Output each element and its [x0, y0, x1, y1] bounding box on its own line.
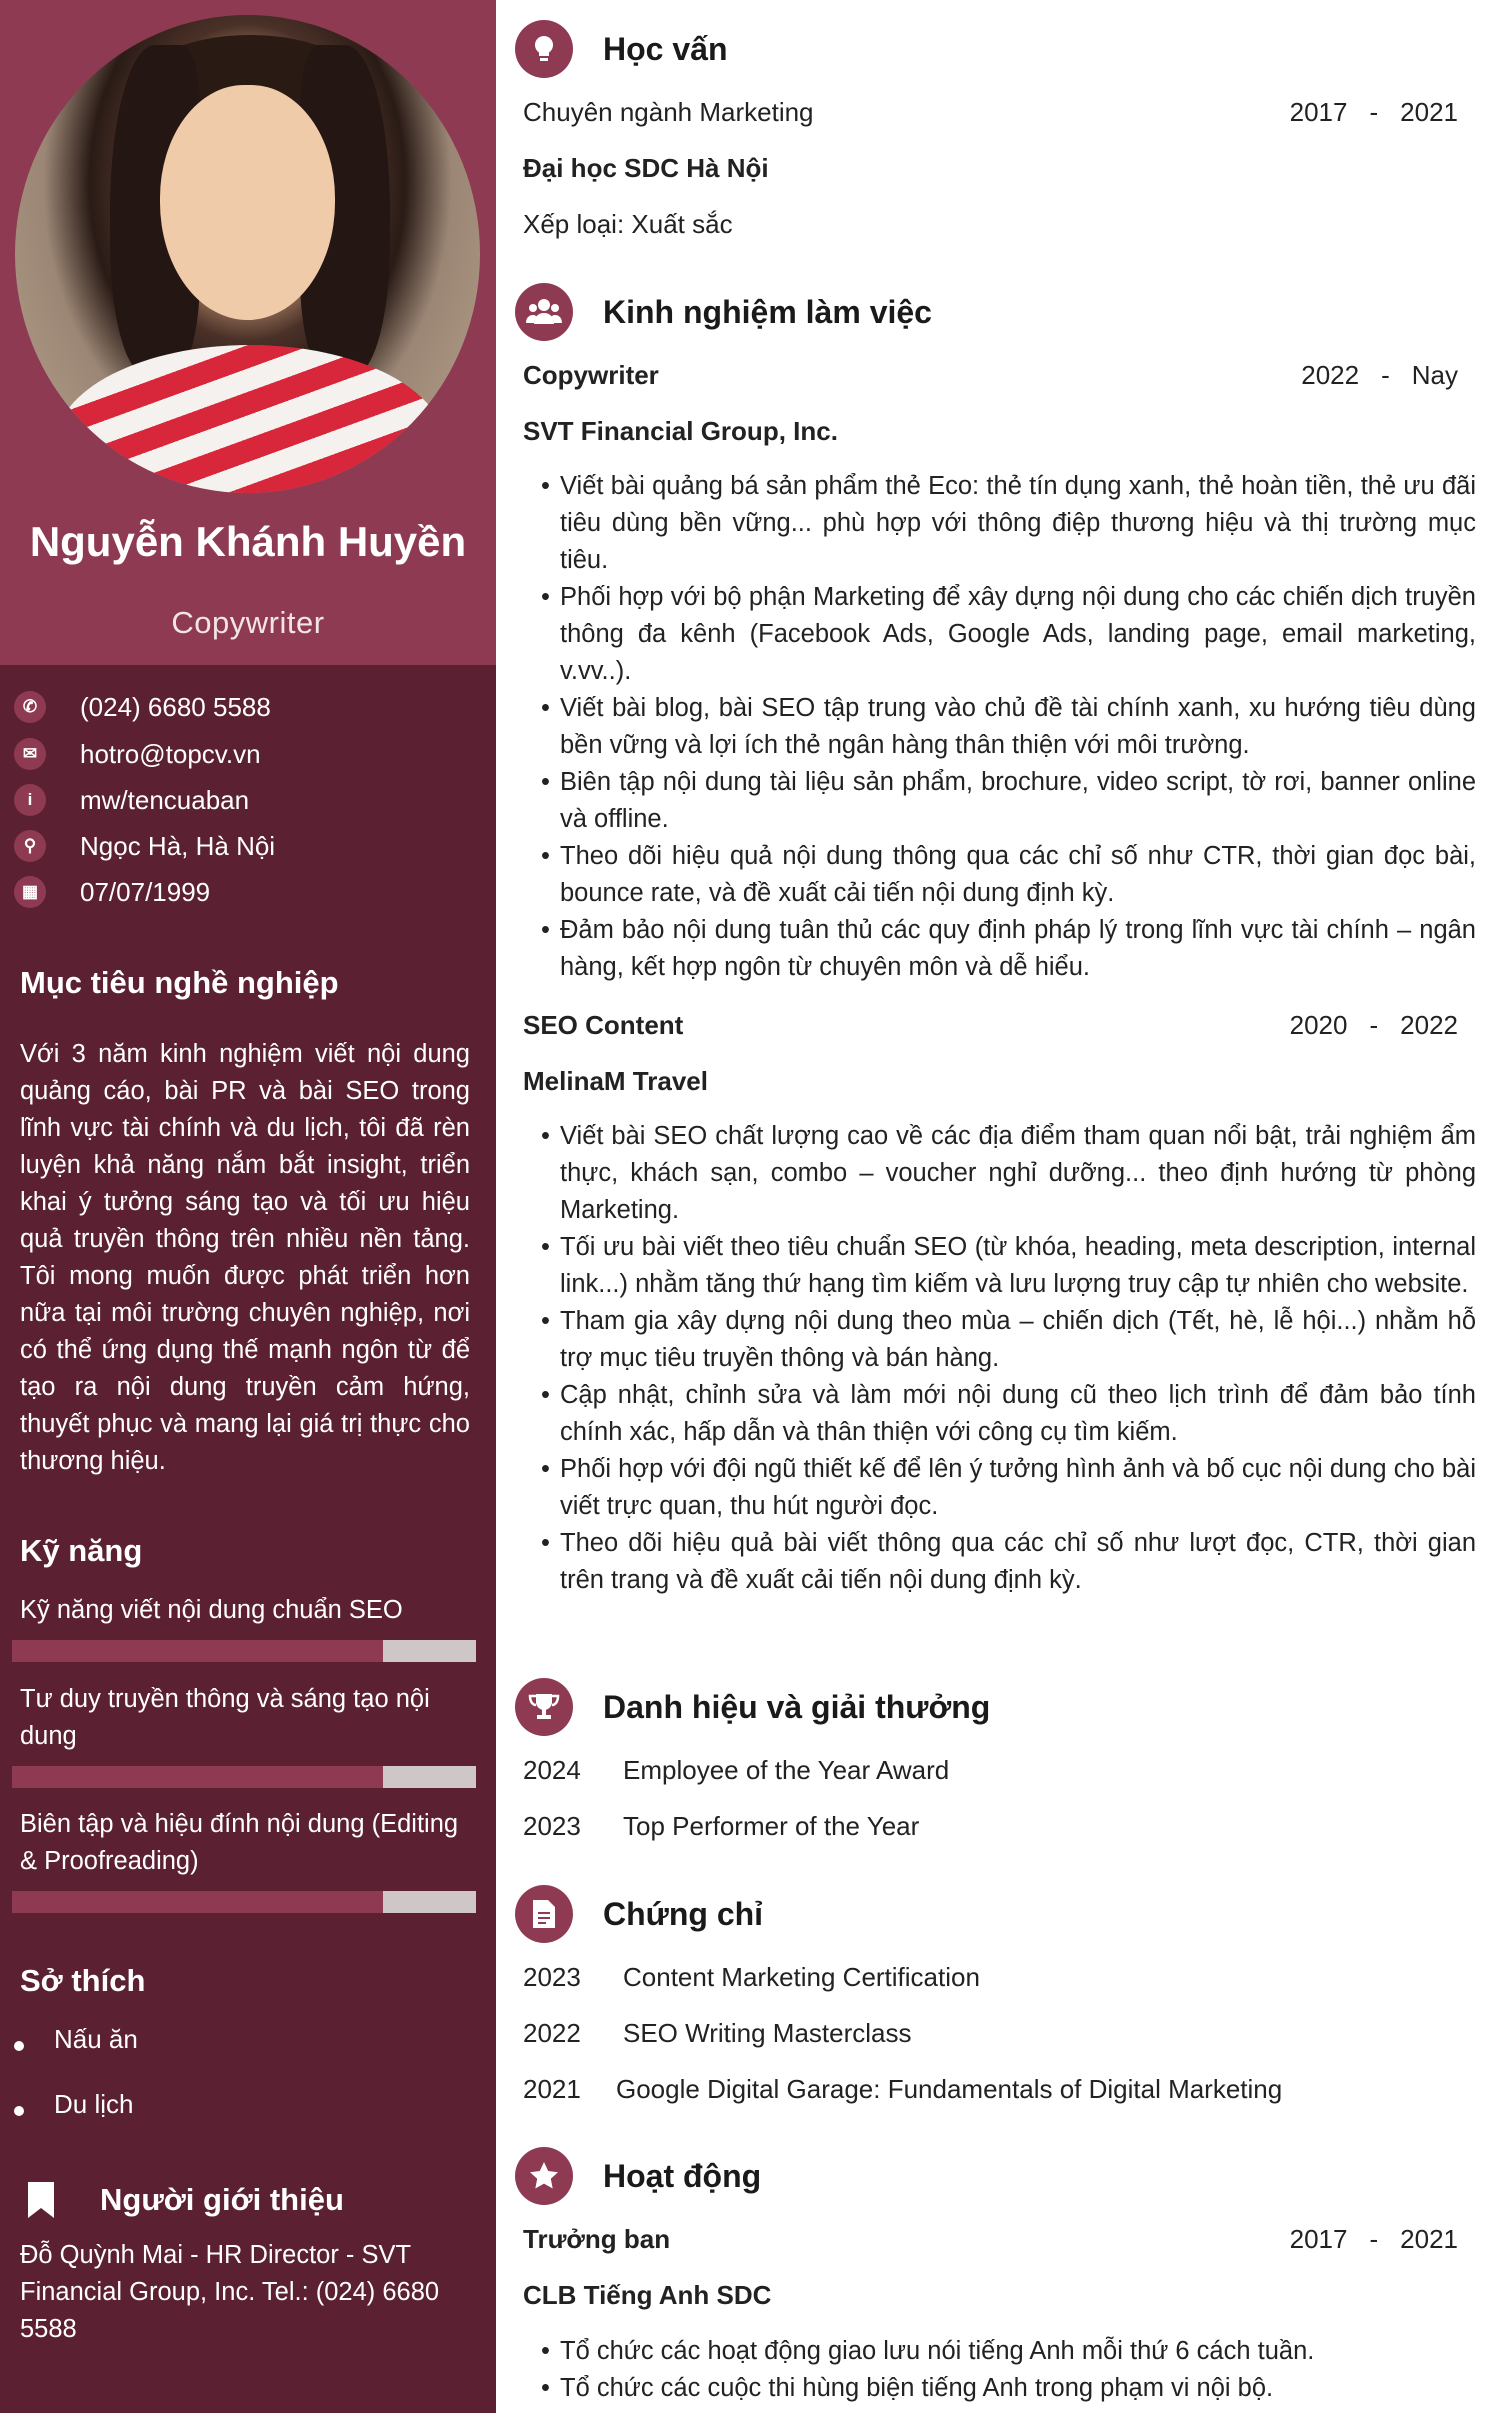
reference-text: Đỗ Quỳnh Mai - HR Director - SVT Financial Group, Inc. Tel.: (024) 6680 5588 [20, 2241, 440, 2343]
skill-label: Tư duy truyền thông và sáng tạo nội dung [20, 1685, 430, 1750]
date-end: 2022 [1400, 1010, 1458, 1040]
list-item: • Tổ chức các hoạt động giao lưu nói tiếng Anh mỗi thứ 6 cách tuần. [541, 2333, 1476, 2370]
list-item: • Phối hợp với đội ngũ thiết kế để lên ý tưởng hình ảnh và bố cục nội dung cho bài viết trực quan, thu hút người đọc. [541, 1451, 1476, 1525]
document-icon [515, 1885, 573, 1943]
star-icon [515, 2147, 573, 2205]
list-item: • Tổ chức các cuộc thi hùng biện tiếng Anh trong phạm vi nội bộ. [541, 2370, 1476, 2407]
certificate-text: Google Digital Garage: Fundamentals of Digital Marketing [616, 2074, 1283, 2104]
activity-row [523, 2224, 1458, 2255]
objective-title: Mục tiêu nghề nghiệp [20, 965, 339, 1000]
award-item [523, 1755, 949, 1786]
profile-role: Copywriter [171, 605, 325, 640]
date-end: 2021 [1400, 2224, 1458, 2254]
contact-website-text: mw/tencuaban [80, 784, 250, 815]
contact-birthday [14, 874, 210, 910]
education-grade: Xếp loại: Xuất sắc [523, 209, 733, 239]
certificate-item [523, 2018, 911, 2049]
certificate-item [523, 1962, 980, 1993]
sidebar [0, 0, 496, 2413]
date-start: 2020 [1289, 1010, 1348, 1040]
education-major: Chuyên ngành Marketing [523, 97, 814, 127]
contact-email-text: hotro@topcv.vn [80, 738, 261, 769]
profile-photo [15, 15, 480, 493]
list-item: • Tham gia xây dựng nội dung theo mùa – chiến dịch (Tết, hè, lễ hội...) nhằm hỗ trợ mục tiêu truyền thông và bán hàng. [541, 1303, 1476, 1377]
activities-title: Hoạt động [603, 2158, 762, 2194]
hobby-text: Du lịch [54, 2089, 134, 2119]
skill-bar [12, 1766, 476, 1788]
lightbulb-icon [515, 20, 573, 78]
education-school: Đại học SDC Hà Nội [523, 153, 769, 183]
bookmark-icon [22, 2180, 60, 2220]
experience-title: Kinh nghiệm làm việc [603, 294, 932, 330]
list-item: • Tối ưu bài viết theo tiêu chuẩn SEO (từ khóa, heading, meta description, internal link...) nhằm tăng thứ hạng tìm kiếm và lưu lượng truy cập tự nhiên cho website. [541, 1229, 1476, 1303]
hobby-item [14, 2024, 138, 2055]
list-item: • Đảm bảo nội dung tuân thủ các quy định pháp lý trong lĩnh vực tài chính – ngân hàng, kết hợp ngôn từ chuyên môn và dễ hiểu. [541, 912, 1476, 986]
awards-title: Danh hiệu và giải thưởng [603, 1689, 991, 1725]
education-row [523, 97, 1458, 128]
list-item: • Theo dõi hiệu quả bài viết thông qua các chỉ số như lượt đọc, CTR, thời gian trên trang và đề xuất cải tiến nội dung định kỳ. [541, 1525, 1476, 1599]
job-duties [541, 468, 1476, 986]
award-year: 2023 [523, 1811, 581, 1841]
contact-birthday-text: 07/07/1999 [80, 876, 211, 907]
skill-label: Kỹ năng viết nội dung chuẩn SEO [20, 1596, 403, 1624]
date-sep: - [1369, 1010, 1379, 1040]
activity-org: CLB Tiếng Anh SDC [523, 2280, 772, 2310]
certificate-text: SEO Writing Masterclass [623, 2018, 912, 2048]
list-item: • Phối hợp với bộ phận Marketing để xây dựng nội dung cho các chiến dịch truyền thông đa kênh (Facebook Ads, Google Ads, landing page, email marketing, v.vv..). [541, 579, 1476, 690]
date-end: Nay [1411, 360, 1458, 390]
list-item: • Viết bài SEO chất lượng cao về các địa điểm tham quan nổi bật, trải nghiệm ẩm thực, khách sạn, combo – voucher nghỉ dưỡng... theo định hướng từ phòng Marketing. [541, 1118, 1476, 1229]
job-dates [1290, 1010, 1458, 1041]
phone-icon: ✆ [14, 691, 46, 723]
list-item: • Cập nhật, chỉnh sửa và làm mới nội dung cũ theo lịch trình để đảm bảo tính chính xác, hấp dẫn và thân thiện với công cụ tìm kiếm. [541, 1377, 1476, 1451]
list-item: • Theo dõi hiệu quả nội dung thông qua các chỉ số như CTR, thời gian đọc bài, bounce rate, và đề xuất cải tiến nội dung định kỳ. [541, 838, 1476, 912]
list-item: • Biên tập nội dung tài liệu sản phẩm, brochure, video script, tờ rơi, banner online và offline. [541, 764, 1476, 838]
award-item [523, 1811, 919, 1842]
contact-website [14, 782, 249, 818]
award-text: Employee of the Year Award [623, 1755, 950, 1785]
activity-position: Trưởng ban [523, 2224, 671, 2254]
certificate-year: 2022 [523, 2018, 581, 2048]
contact-phone [14, 689, 271, 725]
hobbies-title: Sở thích [20, 1963, 146, 1998]
date-start: 2017 [1289, 2224, 1348, 2254]
users-icon [515, 283, 573, 341]
job-position: Copywriter [523, 360, 659, 390]
date-sep: - [1369, 97, 1379, 127]
certificate-item [523, 2074, 1282, 2105]
job-company: SVT Financial Group, Inc. [523, 416, 838, 446]
info-icon: i [14, 784, 46, 816]
award-year: 2024 [523, 1755, 581, 1785]
education-dates [1290, 97, 1458, 128]
skill-label: Biên tập và hiệu đính nội dung (Editing & Proofreading) [20, 1810, 459, 1875]
date-sep: - [1369, 2224, 1379, 2254]
hobby-text: Nấu ăn [54, 2024, 138, 2054]
location-icon: ⚲ [14, 830, 46, 862]
certificate-year: 2023 [523, 1962, 581, 1992]
job-duties [541, 1118, 1476, 1599]
job-row [523, 1010, 1458, 1041]
list-item: • Viết bài blog, bài SEO tập trung vào chủ đề tài chính xanh, xu hướng tiêu dùng bền vững và lợi ích thẻ ngân hàng thân thiện với môi trường. [541, 690, 1476, 764]
date-start: 2017 [1289, 97, 1348, 127]
certificate-year: 2021 [523, 2074, 581, 2104]
certificates-title: Chứng chỉ [603, 1896, 764, 1932]
date-sep: - [1381, 360, 1390, 390]
reference-title: Người giới thiệu [100, 2182, 344, 2217]
date-start: 2022 [1301, 360, 1360, 390]
date-end: 2021 [1400, 97, 1458, 127]
email-icon: ✉ [14, 738, 46, 770]
job-company: MelinaM Travel [523, 1066, 708, 1096]
skills-title: Kỹ năng [20, 1533, 143, 1568]
contact-address [14, 828, 275, 864]
job-position: SEO Content [523, 1010, 684, 1040]
profile-name: Nguyễn Khánh Huyền [29, 518, 467, 565]
contact-email [14, 736, 261, 772]
contact-address-text: Ngọc Hà, Hà Nội [80, 830, 276, 861]
activity-duties [541, 2333, 1476, 2407]
contact-phone-text: (024) 6680 5588 [80, 691, 271, 722]
education-title: Học vấn [603, 31, 728, 67]
list-item: • Viết bài quảng bá sản phẩm thẻ Eco: thẻ tín dụng xanh, thẻ hoàn tiền, thẻ ưu đãi tiêu dùng bền vững... phù hợp với thông điệp thương hiệu và thị trường mục tiêu. [541, 468, 1476, 579]
profile-header [0, 0, 496, 665]
skill-bar [12, 1891, 476, 1913]
hobby-item [14, 2089, 133, 2120]
award-text: Top Performer of the Year [623, 1811, 920, 1841]
activity-dates [1290, 2224, 1458, 2255]
trophy-icon [515, 1678, 573, 1736]
skill-bar [12, 1640, 476, 1662]
job-dates [1301, 360, 1458, 391]
objective-text: Với 3 năm kinh nghiệm viết nội dung quảng cáo, bài PR và bài SEO trong lĩnh vực tài chính và du lịch, tôi đã rèn luyện khả năng nắm bắt insight, triển khai ý tưởng sáng tạo và tối ưu hiệu quả truyền thông trên nhiều nền tảng. Tôi mong muốn được phát triển hơn nữa tại môi trường chuyên nghiệp, nơi có thể ứng dụng thế mạnh ngôn từ để tạo ra nội dung truyền cảm hứng, thuyết phục và mang lại giá trị thực cho thương hiệu. [20, 1040, 470, 1475]
certificate-text: Content Marketing Certification [623, 1962, 980, 1992]
job-row [523, 360, 1458, 391]
calendar-icon: ▦ [14, 876, 46, 908]
